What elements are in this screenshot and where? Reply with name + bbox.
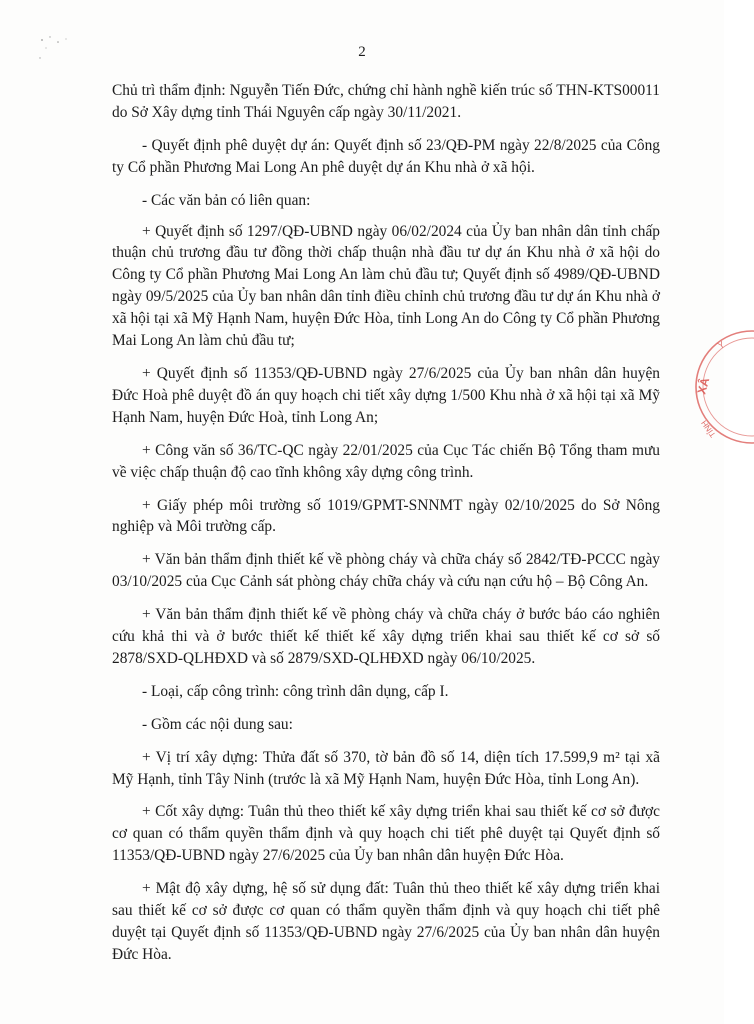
- page-number: 2: [358, 44, 366, 60]
- stamp-fragment-bot: TỈNH: [699, 418, 718, 440]
- paragraph: + Công văn số 36/TC-QC ngày 22/01/2025 của Cục Tác chiến Bộ Tổng tham mưu về việc chấp thuận độ cao tĩnh không xây dựng công trình.: [112, 441, 660, 481]
- paragraph: + Vị trí xây dựng: Thửa đất số 370, tờ bản đồ số 14, diện tích 17.599,9 m² tại xã Mỹ Hạnh, tỉnh Tây Ninh (trước là xã Mỹ Hạnh Nam, huyện Đức Hòa, tỉnh Long An).: [112, 748, 660, 788]
- paragraph: + Văn bản thẩm định thiết kế về phòng cháy và chữa cháy số 2842/TĐ-PCCC ngày 03/10/2025 của Cục Cảnh sát phòng cháy chữa cháy và cứu nạn cứu hộ – Bộ Công An.: [112, 551, 660, 591]
- red-seal-stamp: [694, 325, 754, 455]
- paragraph: + Cốt xây dựng: Tuân thủ theo thiết kế xây dựng triển khai sau thiết kế cơ sở được cơ quan có thẩm quyền thẩm định và quy hoạch chi tiết phê duyệt tại Quyết định số 11353/QĐ-UBND ngày 27/6/2025 của Ủy ban nhân dân huyện Đức Hòa.: [112, 803, 660, 865]
- paragraph: - Gồm các nội dung sau:: [142, 715, 293, 733]
- document-body: [112, 80, 660, 977]
- paragraph: + Quyết định số 1297/QĐ-UBND ngày 06/02/2024 của Ủy ban nhân dân tỉnh chấp thuận chủ trương đầu tư đồng thời chấp thuận nhà đầu tư dự án Khu nhà ở xã hội do Công ty Cổ phần Phương Mai Long An làm chủ đầu tư; Quyết định số 4989/QĐ-UBND ngày 09/5/2025 của Ủy ban nhân dân tỉnh điều chỉnh chủ trương đầu tư dự án Khu nhà ở xã hội tại xã Mỹ Hạnh Nam, huyện Đức Hòa, tỉnh Long An do Công ty Cổ phần Phương Mai Long An làm chủ đầu tư;: [112, 222, 660, 350]
- paragraph: + Mật độ xây dựng, hệ số sử dụng đất: Tuân thủ theo thiết kế xây dựng triển khai sau thiết kế cơ sở được cơ quan có thẩm quyền thẩm định và quy hoạch chi tiết phê duyệt tại Quyết định số 11353/QĐ-UBND ngày 27/6/2025 của Ủy ban nhân dân huyện Đức Hòa.: [112, 880, 660, 963]
- paragraph: + Giấy phép môi trường số 1019/GPMT-SNNMT ngày 02/10/2025 do Sở Nông nghiệp và Môi trường cấp.: [112, 496, 660, 536]
- stamp-fragment-top: Y: [716, 339, 727, 351]
- paragraph: - Loại, cấp công trình: công trình dân dụng, cấp I.: [142, 682, 449, 700]
- stamp-fragment-mid: XÂ: [694, 376, 713, 396]
- paragraph: + Quyết định số 11353/QĐ-UBND ngày 27/6/2025 của Ủy ban nhân dân huyện Đức Hoà phê duyệt đồ án quy hoạch chi tiết xây dựng 1/500 Khu nhà ở xã hội tại xã Mỹ Hạnh Nam, huyện Đức Hoà, tỉnh Long An;: [112, 364, 660, 426]
- paragraph: Chủ trì thẩm định: Nguyễn Tiến Đức, chứng chỉ hành nghề kiến trúc số THN-KTS00011 do Sở Xây dựng tỉnh Thái Nguyên cấp ngày 30/11/2021.: [112, 82, 660, 121]
- paragraph: - Các văn bản có liên quan:: [142, 191, 311, 209]
- paragraph: + Văn bản thẩm định thiết kế về phòng cháy và chữa cháy ở bước báo cáo nghiên cứu khả thi và ở bước thiết kế thiết kế xây dựng triển khai sau thiết kế cơ sở số 2878/SXD-QLHĐXD và số 2879/SXD-QLHĐXD ngày 06/10/2025.: [112, 606, 660, 667]
- paragraph: - Quyết định phê duyệt dự án: Quyết định số 23/QĐ-PM ngày 22/8/2025 của Công ty Cổ phần Phương Mai Long An phê duyệt dự án Khu nhà ở xã hội.: [112, 136, 660, 176]
